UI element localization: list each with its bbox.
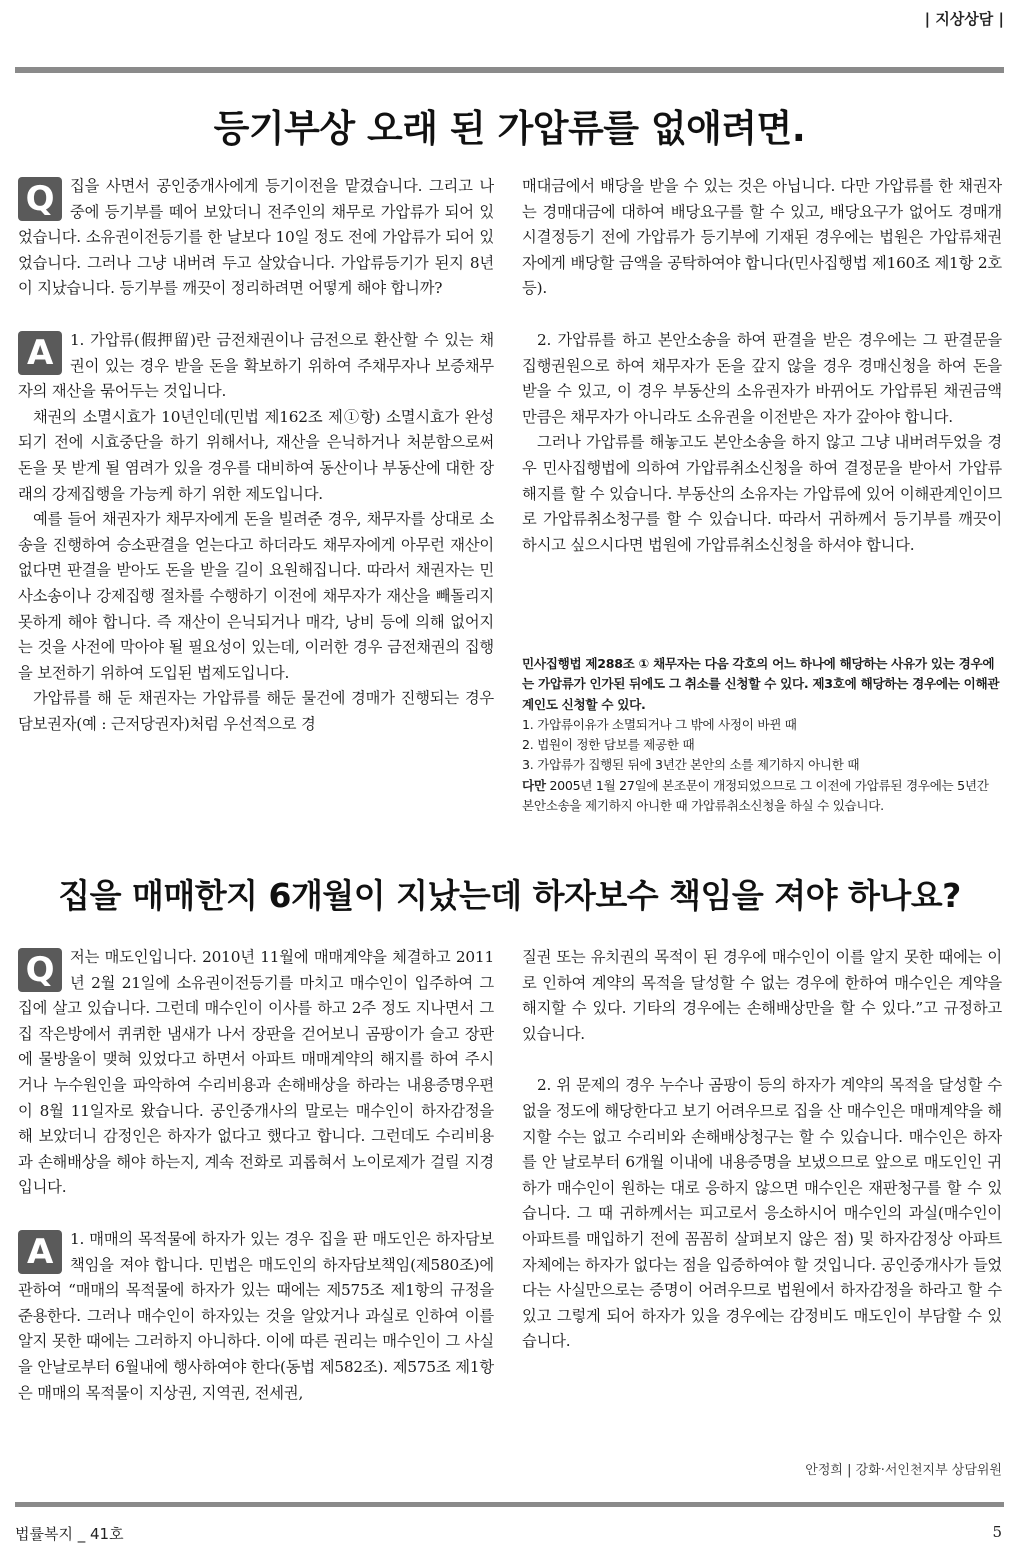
law-item-1: 1. 가압류이유가 소멸되거나 그 밖에 사정이 바뀐 때: [522, 716, 797, 732]
article1-title: 등기부상 오래 된 가압류를 없애려면.: [213, 107, 806, 150]
question-badge: Q: [18, 948, 62, 992]
law-note-text: 2005년 1월 27일에 본조문이 개정되었으므로 그 이전에 가압류된 경우에는 5년간 본안소송을 제기하지 아니한 때 가압류취소신청을 하실 수 있습니다.: [522, 777, 989, 814]
law-item-2: 2. 법원이 정한 담보를 제공한 때: [522, 737, 695, 753]
article2-right-column: [522, 945, 1002, 1355]
law-note: [522, 776, 1002, 817]
article1-question: 집을 사면서 공인중개사에게 등기이전을 맡겼습니다. 그리고 나중에 등기부를 떼어 보았더니 전주인의 채무로 가압류가 되어 있었습니다. 소유권이전등기를 한 날보다 10일 정도 전에 가압류가 되어 있었습니다. 그러나 그냥 내버려 두고 살았습니다. 가압류등기가 된지 8년이 지났습니다. 등기부를 깨끗이 정리하려면 어떻게 해야 합니까?: [18, 177, 494, 298]
answer-badge: A: [18, 1230, 62, 1274]
question-badge: Q: [18, 177, 62, 221]
article2-right-p1: 질권 또는 유치권의 목적이 된 경우에 매수인이 이를 알지 못한 때에는 이로 인하여 계약의 목적을 달성할 수 없는 경우에 한하여 매수인은 계약을 해지할 수 있다. 기타의 경우에는 손해배상만을 할 수 있다.”고 규정하고 있습니다.: [522, 948, 1002, 1043]
section-tag: | 지상상담 |: [924, 10, 1004, 28]
magazine-issue: 법률복지 _ 41호: [15, 1525, 124, 1543]
article1-right-column: [522, 174, 1002, 558]
law-note-label: 다만: [522, 777, 546, 793]
article1-right-p2: 2. 가압류를 하고 본안소송을 하여 판결을 받은 경우에는 그 판결문을 집행권원으로 하여 채무자가 돈을 갚지 않을 경우 경매신청을 하여 돈을 받을 수 있고, 이 경우 부동산의 소유권자가 바뀌어도 가압류된 채권금액만큼은 채무자가 아니라도 소유권을 이전받은 자가 갚아야 합니다.: [522, 330, 1002, 426]
article1-right-p3: 그러나 가압류를 해놓고도 본안소송을 하지 않고 그냥 내버려두었을 경우 민사집행법에 의하여 가압류취소신청을 하여 결정문을 받아서 가압류해지를 할 수 있습니다. 부동산의 소유자는 가압류에 있어 이해관계인이므로 가압류취소청구를 할 수 있습니다. 따라서 귀하께서 등기부를 깨끗이 하시고 싶으시다면 법원에 가압류취소신청을 하셔야 합니다.: [522, 433, 1002, 554]
article1-answer-p3: 예를 들어 채권자가 채무자에게 돈을 빌려준 경우, 채무자를 상대로 소송을 진행하여 승소판결을 얻는다고 하더라도 채무자에게 아무런 재산이 없다면 판결을 받아도 돈을 받을 길이 요원해집니다. 따라서 채권자는 민사소송이나 강제집행 절차를 수행하기 이전에 채무자가 재산을 빼돌리지 못하게 해야 합니다. 즉 재산이 은닉되거나 매각, 낭비 등에 의해 없어지는 것을 사전에 막아야 될 필요성이 있는데, 이러한 경우 금전채권의 집행을 보전하기 위하여 도입된 법제도입니다.: [18, 510, 494, 682]
article2-right-p2: 2. 위 문제의 경우 누수나 곰팡이 등의 하자가 계약의 목적을 달성할 수 없을 정도에 해당한다고 보기 어려우므로 집을 산 매수인은 매매계약을 해지할 수는 없고 수리비와 손해배상청구는 할 수 있습니다. 매수인은 하자를 안 날로부터 6개월 이내에 내용증명을 보냈으므로 앞으로 매도인인 귀하가 매수인이 원하는 대로 응하지 않으면 매수인은 재판청구를 할 수 있습니다. 그 때 귀하께서는 피고로서 응소하시어 매수인의 과실(매수인이 아파트를 매입하기 전에 꼼꼼히 살펴보지 않은 점) 및 하자감정상 아파트 자체에는 하자가 없다는 점을 입증하여야 할 것입니다. 공인중개사가 들었다는 사실만으로는 증명이 어려우므로 법원에서 하자감정을 하라고 할 수 있고 그렇게 되어 하자가 있을 경우에는 감정비도 매도인이 부담할 수 있습니다.: [522, 1076, 1002, 1351]
law-item-3: 3. 가압류가 집행된 뒤에 3년간 본안의 소를 제기하지 아니한 때: [522, 757, 860, 773]
law-excerpt: [522, 654, 1002, 816]
top-divider: [15, 67, 1004, 73]
article1-answer-p2: 채권의 소멸시효가 10년인데(민법 제162조 제①항) 소멸시효가 완성되기 전에 시효중단을 하기 위해서나, 재산을 은닉하거나 처분함으로써 돈을 못 받게 될 염려가 있을 경우를 대비하여 동산이나 부동산에 대한 장래의 강제집행을 가능케 하기 위한 제도입니다.: [18, 407, 494, 503]
page-number: 5: [992, 1523, 1002, 1541]
article1-left-column: [18, 174, 494, 737]
author-credit: 안정희 | 강화·서인천지부 상담위원: [805, 1463, 1002, 1478]
article1-answer-p1: 1. 가압류(假押留)란 금전채권이나 금전으로 환산할 수 있는 채권이 있는 경우 받을 돈을 확보하기 위하여 주채무자나 보증채무자의 재산을 묶어두는 것입니다.: [18, 330, 494, 401]
article1-right-p1: 매대금에서 배당을 받을 수 있는 것은 아닙니다. 다만 가압류를 한 채권자는 경매대금에 대하여 배당요구를 할 수 있고, 배당요구가 없어도 경매개시결정등기 전에 가압류가 등기부에 기재된 경우에는 법원은 가압류채권자에게 배당할 금액을 공탁하여야 합니다(민사집행법 제160조 제1항 2호 등).: [522, 177, 1002, 298]
article2-left-column: [18, 945, 494, 1406]
bottom-divider: [15, 1502, 1004, 1507]
article1-answer-p4: 가압류를 해 둔 채권자는 가압류를 해둔 물건에 경매가 진행되는 경우 담보권자(예 : 근저당권자)처럼 우선적으로 경: [18, 689, 494, 733]
article2-answer-p1: 1. 매매의 목적물에 하자가 있는 경우 집을 판 매도인은 하자담보책임을 져야 합니다. 민법은 매도인의 하자담보책임(제580조)에 관하여 “매매의 목적물에 하자가 있는 때에는 제575조 제1항의 규정을 준용한다. 그러나 매수인이 하자있는 것을 알았거나 과실로 인하여 이를 알지 못한 때에는 그러하지 아니하다. 이에 따른 권리는 매수인이 그 사실을 안날로부터 6월내에 행사하여야 한다(동법 제582조). 제575조 제1항은 매매의 목적물이 지상권, 지역권, 전세권,: [18, 1229, 494, 1402]
law-excerpt-main: 민사집행법 제288조 ① 채무자는 다음 각호의 어느 하나에 해당하는 사유가 있는 경우에는 가압류가 인가된 뒤에도 그 취소를 신청할 수 있다. 제3호에 해당하는 경우에는 이해관계인도 신청할 수 있다.: [522, 656, 1000, 712]
article2-question: 저는 매도인입니다. 2010년 11월에 매매계약을 체결하고 2011년 2월 21일에 소유권이전등기를 마치고 매수인이 입주하여 그 집에 살고 있습니다. 그런데 매수인이 이사를 하고 2주 정도 지나면서 그 집 작은방에서 퀴퀴한 냄새가 나서 장판을 걷어보니 곰팡이가 슬고 장판에 물방울이 맺혀 있었다고 하면서 아파트 매매계약의 해지를 하여 주시거나 누수원인을 파악하여 수리비용과 손해배상을 하라는 내용증명우편이 8월 11일자로 왔습니다. 공인중개사의 말로는 매수인이 하자감정을 해 보았더니 감정인은 하자가 없다고 했다고 합니다. 그런데도 수리비용과 손해배상을 해야 하는지, 계속 전화로 괴롭혀서 노이로제가 걸릴 지경입니다.: [18, 948, 494, 1197]
answer-badge: A: [18, 331, 62, 375]
article2-title: 집을 매매한지 6개월이 지났는데 하자보수 책임을 져야 하나요?: [58, 876, 961, 915]
